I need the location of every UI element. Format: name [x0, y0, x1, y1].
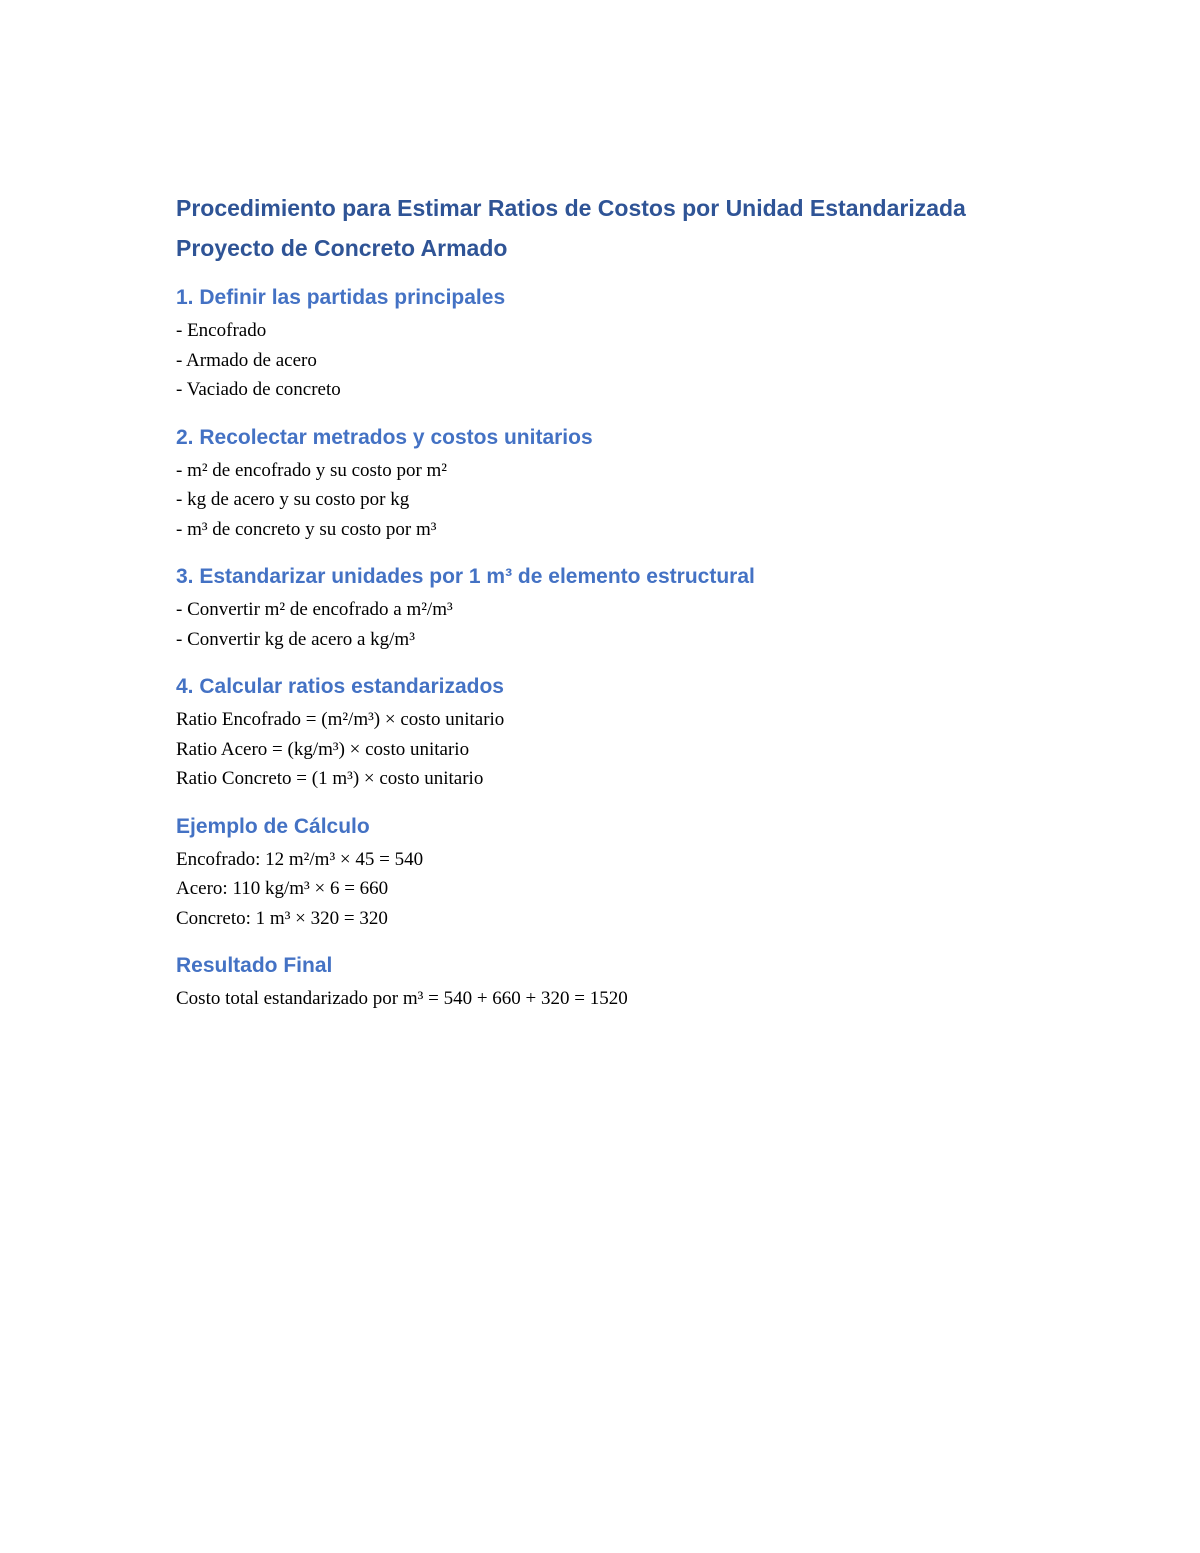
- section-heading: 4. Calcular ratios estandarizados: [176, 675, 504, 698]
- section-estandarizar-unidades: [176, 562, 1076, 654]
- section-heading: Ejemplo de Cálculo: [176, 814, 370, 838]
- calculation-line: Encofrado: 12 m²/m³ × 45 = 540: [176, 848, 424, 870]
- list-item: - m³ de concreto y su costo por m³: [176, 518, 437, 540]
- list-item: - Encofrado: [176, 320, 267, 341]
- section-resultado-final: [176, 951, 1076, 1014]
- list-item: - Armado de acero: [176, 349, 317, 371]
- calculation-line: Concreto: 1 m³ × 320 = 320: [176, 907, 388, 929]
- formula-line: Ratio Acero = (kg/m³) × costo unitario: [176, 738, 470, 760]
- document-title-line2: Proyecto de Concreto Armado: [176, 235, 508, 261]
- list-item: - Convertir m² de encofrado a m²/m³: [176, 599, 453, 620]
- list-item: - Vaciado de concreto: [176, 379, 341, 400]
- list-item: - Convertir kg de acero a kg/m³: [176, 628, 415, 650]
- section-ejemplo-calculo: [176, 812, 1076, 934]
- section-heading: 2. Recolectar metrados y costos unitarios: [176, 425, 593, 449]
- document-title-line1: Procedimiento para Estimar Ratios de Costos por Unidad Estandarizada: [176, 195, 966, 221]
- list-item: - m² de encofrado y su costo por m²: [176, 459, 447, 481]
- document-page: [176, 188, 1076, 1014]
- formula-line: Ratio Encofrado = (m²/m³) × costo unitario: [176, 709, 505, 730]
- section-heading: 3. Estandarizar unidades por 1 m³ de elemento estructural: [176, 565, 755, 588]
- result-line: Costo total estandarizado por m³ = 540 + 660 + 320 = 1520: [176, 988, 628, 1009]
- section-recolectar-metrados: [176, 423, 1076, 545]
- calculation-line: Acero: 110 kg/m³ × 6 = 660: [176, 878, 389, 899]
- section-heading: 1. Definir las partidas principales: [176, 286, 506, 309]
- formula-line: Ratio Concreto = (1 m³) × costo unitario: [176, 768, 484, 789]
- list-item: - kg de acero y su costo por kg: [176, 489, 410, 510]
- section-calcular-ratios: [176, 672, 1076, 794]
- section-heading: Resultado Final: [176, 954, 333, 977]
- section-definir-partidas: [176, 283, 1076, 405]
